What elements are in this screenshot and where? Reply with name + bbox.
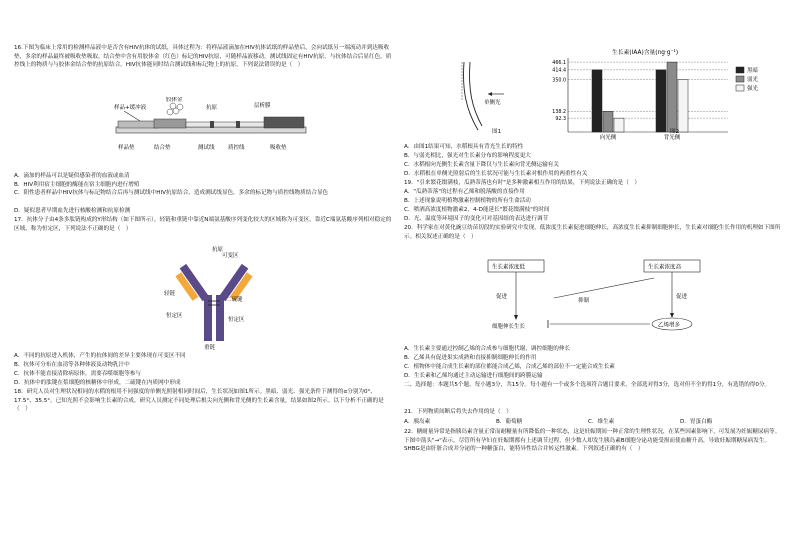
y-tick-label: 350.0	[552, 78, 566, 84]
q17-option-d: D．抗体中的肽键在浆细胞的核糖体中形成，二硫键在内质网中形成	[14, 380, 181, 386]
chart-bars	[592, 62, 688, 132]
q20-option-c: C．植物体中能合成生长素的部位都能合成乙烯，合成乙烯的部位不一定能合成生长素	[404, 364, 615, 370]
q19-option-b: B．上述现象说明植物激素控制植物的所有生命活动	[404, 198, 531, 204]
light-label: 单侧光	[484, 100, 501, 106]
constant-region-label: 恒定区	[166, 313, 183, 319]
bar	[592, 70, 602, 132]
q16-option-a: A．滴加的样品可以是疑似感染者的血液或血清	[14, 173, 130, 179]
q16-option-b: B．HIV利用宿主细胞的酶能在宿主细胞内进行增殖	[14, 182, 140, 188]
bar	[678, 80, 688, 133]
chart-categories	[600, 133, 681, 140]
figure-2-chart	[532, 46, 780, 140]
q20-option-a: A．生长素主要通过控制乙烯的合成参与细胞代谢，调控细胞的伸长	[404, 346, 571, 352]
inhibit-label: 抑制	[578, 298, 590, 304]
chart-ylabel: 生长素(IAA)含量(ng·g⁻¹)	[612, 50, 679, 56]
legend-label: 强光	[747, 86, 759, 92]
auxin-mechanism-diagram	[474, 258, 714, 336]
heavy-chain-left	[204, 295, 212, 341]
chart-ticks	[552, 60, 728, 122]
q21-stem: 21．下列物质间断后将失去作用的是（ ）	[404, 409, 512, 415]
legend-swatch	[736, 85, 744, 91]
section-2-header: 二、选择题：本题共5个题，每小题3分，共15分。每小题有一个或多个选项符合题目要求，全部选对得3分，选对但不全的得1分，有选错的得0分。	[404, 382, 771, 388]
heavy-chain-right	[216, 295, 224, 341]
antigen-label: 抗原	[206, 105, 218, 111]
q21-option-c: C．维生素	[588, 419, 615, 425]
variable-region-label: 可变区	[222, 253, 239, 259]
promote-label: 促进	[496, 294, 508, 300]
gold-label: 胶体金	[166, 97, 183, 103]
q17-option-a: A．不同的抗原进入机体，产生的抗体间的差异主要体现在可变区不同	[14, 353, 186, 359]
bar	[656, 70, 666, 132]
pad-label: 质控线	[228, 145, 245, 151]
cell-elongation-label: 细胞伸长生长	[492, 324, 526, 330]
q20-stem: 20．科学家在对黄化豌豆幼苗切段的实验研究中发现，低浓度生长素促进细胞伸长，高浓度生长素抑制细胞伸长，生长素对细胞生长作用的机理如下图所示。相关叙述正确的是（ ）	[404, 225, 781, 240]
x-category-label: 向光侧	[599, 135, 617, 140]
sample-label: 样品+缓冲液	[114, 105, 147, 111]
q16-stem: 16.下图为临床上常用的检测样品液中是否含有HIV抗体的试纸，具体过程为：将样品液滴加在HIV抗体试纸的样品垫后，会向试纸另一端流动并到达吸收垫，多余的样品最终被吸收垫吸取。结合垫中含有用胶体金（红色）标记的HIV抗原，可随样品液移动。测试线固定有HIV抗原，与抗体结合后显红色，质控线上的物质与与胶体金结合垫的抗原结合。HIV抗体能同时结合测试线和标记物上的抗原。下列说法错误的是（ ）	[14, 45, 392, 69]
pad-label: 测试线	[198, 145, 215, 151]
q18-option-a: A．由图1结果可知，水稻根具有背光生长的特性	[404, 144, 524, 150]
arrowhead	[514, 315, 518, 320]
figure-1-caption: 图1	[492, 129, 502, 135]
conjugate-pad	[154, 119, 186, 128]
q17-stem: 17．抗体分子由4条多肽链构成的Y形结构（如下图所示），轻链和重链中靠近N端氨基酸序列变化较大的区域称为可变区，靠近C端氨基酸序列相对稳定的区域，称为恒定区，下列说法不正确的是（ ）	[14, 217, 392, 232]
figure-1-root-diagram	[434, 60, 514, 140]
q16-option-c: C．阳性患者样品中HIV抗体与标记物结合后再与测试线中HIV抗原结合，造成测试线显色，多余的标记物与质控线物质结合显色	[14, 190, 329, 196]
q19-option-d: D．光、温度等环境因子的变化可对基因组的表达进行调节	[404, 216, 549, 222]
q21-option-a: A．胰岛素	[404, 419, 431, 425]
q18-option-c: C．水稻根向光侧生长素含量下降仅与生长素向背光侧运输有关	[404, 162, 559, 168]
q21-option-d: D．胃蛋白酶	[680, 419, 713, 425]
hiv-test-strip-diagram	[114, 97, 314, 167]
pad-label: 吸收垫	[270, 145, 287, 151]
antibody-antigen-label: 抗原	[212, 247, 224, 253]
chart-legend	[736, 66, 759, 92]
bar	[614, 118, 624, 132]
y-tick-label: 92.3	[555, 116, 566, 122]
y-tick-label: 466.1	[552, 60, 566, 66]
inhibit-link	[554, 278, 654, 298]
absorbent-pad	[264, 117, 304, 128]
figure-2-caption: 图2	[670, 129, 680, 135]
sample-pad	[118, 121, 158, 128]
q22-stem: 22．糖耐量异常是指胰岛素含量正常而耐糖量有所降低的一种状态，这是妊娠期间一种正常的生理性状况，在某些因素影响下，可发展为妊娠糖尿病等。下图中箭头"→"表示，尽管所有孕妇在妊娠期都有上述调节过程，但少数人却发生胰岛素B细胞分泌功能受损而使血糖升高，导致妊娠期糖尿病发生。SHBG是由肝脏合成并分泌的一种糖蛋白，能特异性结合并转运性激素。下列叙述正确的有（ ）	[404, 429, 781, 453]
high-auxin-label: 生长素浓度高	[648, 264, 682, 271]
q16-option-d: D．疑似患者早期血先进行核酸检测和抗原检测	[14, 208, 131, 214]
disulfide-label: 二硫键	[226, 297, 243, 303]
gold-particle	[170, 103, 176, 109]
q20-option-b: B．乙烯具有促进果实成熟和直接抑制细胞伸长的作用	[404, 355, 537, 361]
gold-particle	[177, 104, 183, 110]
q17-option-b: B．抗体可分布在血清等各种体液及动物乳汁中	[14, 362, 130, 368]
q19-stem: 19．"引来繁花缀满枝，瓜熟蒂落也有时"是多种激素相互作用的结果，下列说法正确的是（ ）	[404, 180, 641, 186]
light-arrowhead	[488, 92, 492, 96]
control-line-mark	[236, 121, 240, 128]
pad-label: 结合垫	[154, 145, 171, 151]
legend-swatch	[736, 67, 744, 73]
pad-label: 样品垫	[118, 145, 135, 151]
test-line-mark	[210, 121, 214, 128]
q17-option-c: C．抗体不能直接清除病原体，需要吞噬细胞等参与	[14, 371, 141, 377]
light-chain-label: 轻链	[164, 291, 176, 297]
legend-label: 黑暗	[747, 68, 759, 74]
q18-option-d: D．水稻根在单侧光照射后的生长状况可能与生长素对根作用的两重性有关	[404, 171, 588, 177]
q19-option-c: C．喷洒高浓度植物激素2，4-D能延长"繁花缀满枝"的时间	[404, 207, 550, 213]
legend-label: 弱光	[747, 77, 759, 83]
arrowhead	[670, 313, 674, 318]
ethylene-label: 乙烯增多	[658, 322, 681, 329]
membrane	[186, 122, 266, 127]
low-auxin-label: 生长素浓度低	[492, 264, 526, 271]
promote-label-2: 促进	[676, 294, 688, 300]
sample-arrow	[124, 111, 140, 121]
x-category-label: 背光侧	[663, 135, 681, 140]
q21-option-b: B．葡萄糖	[496, 419, 523, 425]
bar	[603, 111, 613, 132]
antibody-diagram	[164, 243, 264, 351]
y-tick-label: 414.4	[552, 68, 566, 74]
y-tick-label: 138.2	[552, 110, 566, 116]
q18-option-b: B．与弱光相比，强光对生长素分布的影响程度更大	[404, 153, 531, 159]
constant-region-label-2: 恒定区	[228, 317, 245, 323]
q18-stem: 18．研究人员对生理状况相同的水稻的根用不同强度的单侧光照射相同时间后，生长状况如图1所示。黑暗、弱光、强光条件下测得的α分别为0°、17.5°、35.5°。已知光照不会影响生长素的合成，研究人员测定不同处理后根尖向光侧和背光侧的生长素含量，结果如图2所示。以下分析不正确的是（ ）	[14, 389, 384, 413]
membrane-label: 层析膜	[254, 103, 271, 109]
bar	[667, 62, 677, 132]
heavy-chain-label: 重链	[204, 345, 216, 351]
gold-particle	[167, 109, 173, 115]
legend-swatch	[736, 76, 744, 82]
q19-option-a: A．"瓜熟蒂落"的过程有乙烯和脱落酸的直接作用	[404, 189, 525, 195]
q20-option-d: D．生长素和乙烯均通过主动运输进行细胞间的跨膜运输	[404, 373, 543, 379]
